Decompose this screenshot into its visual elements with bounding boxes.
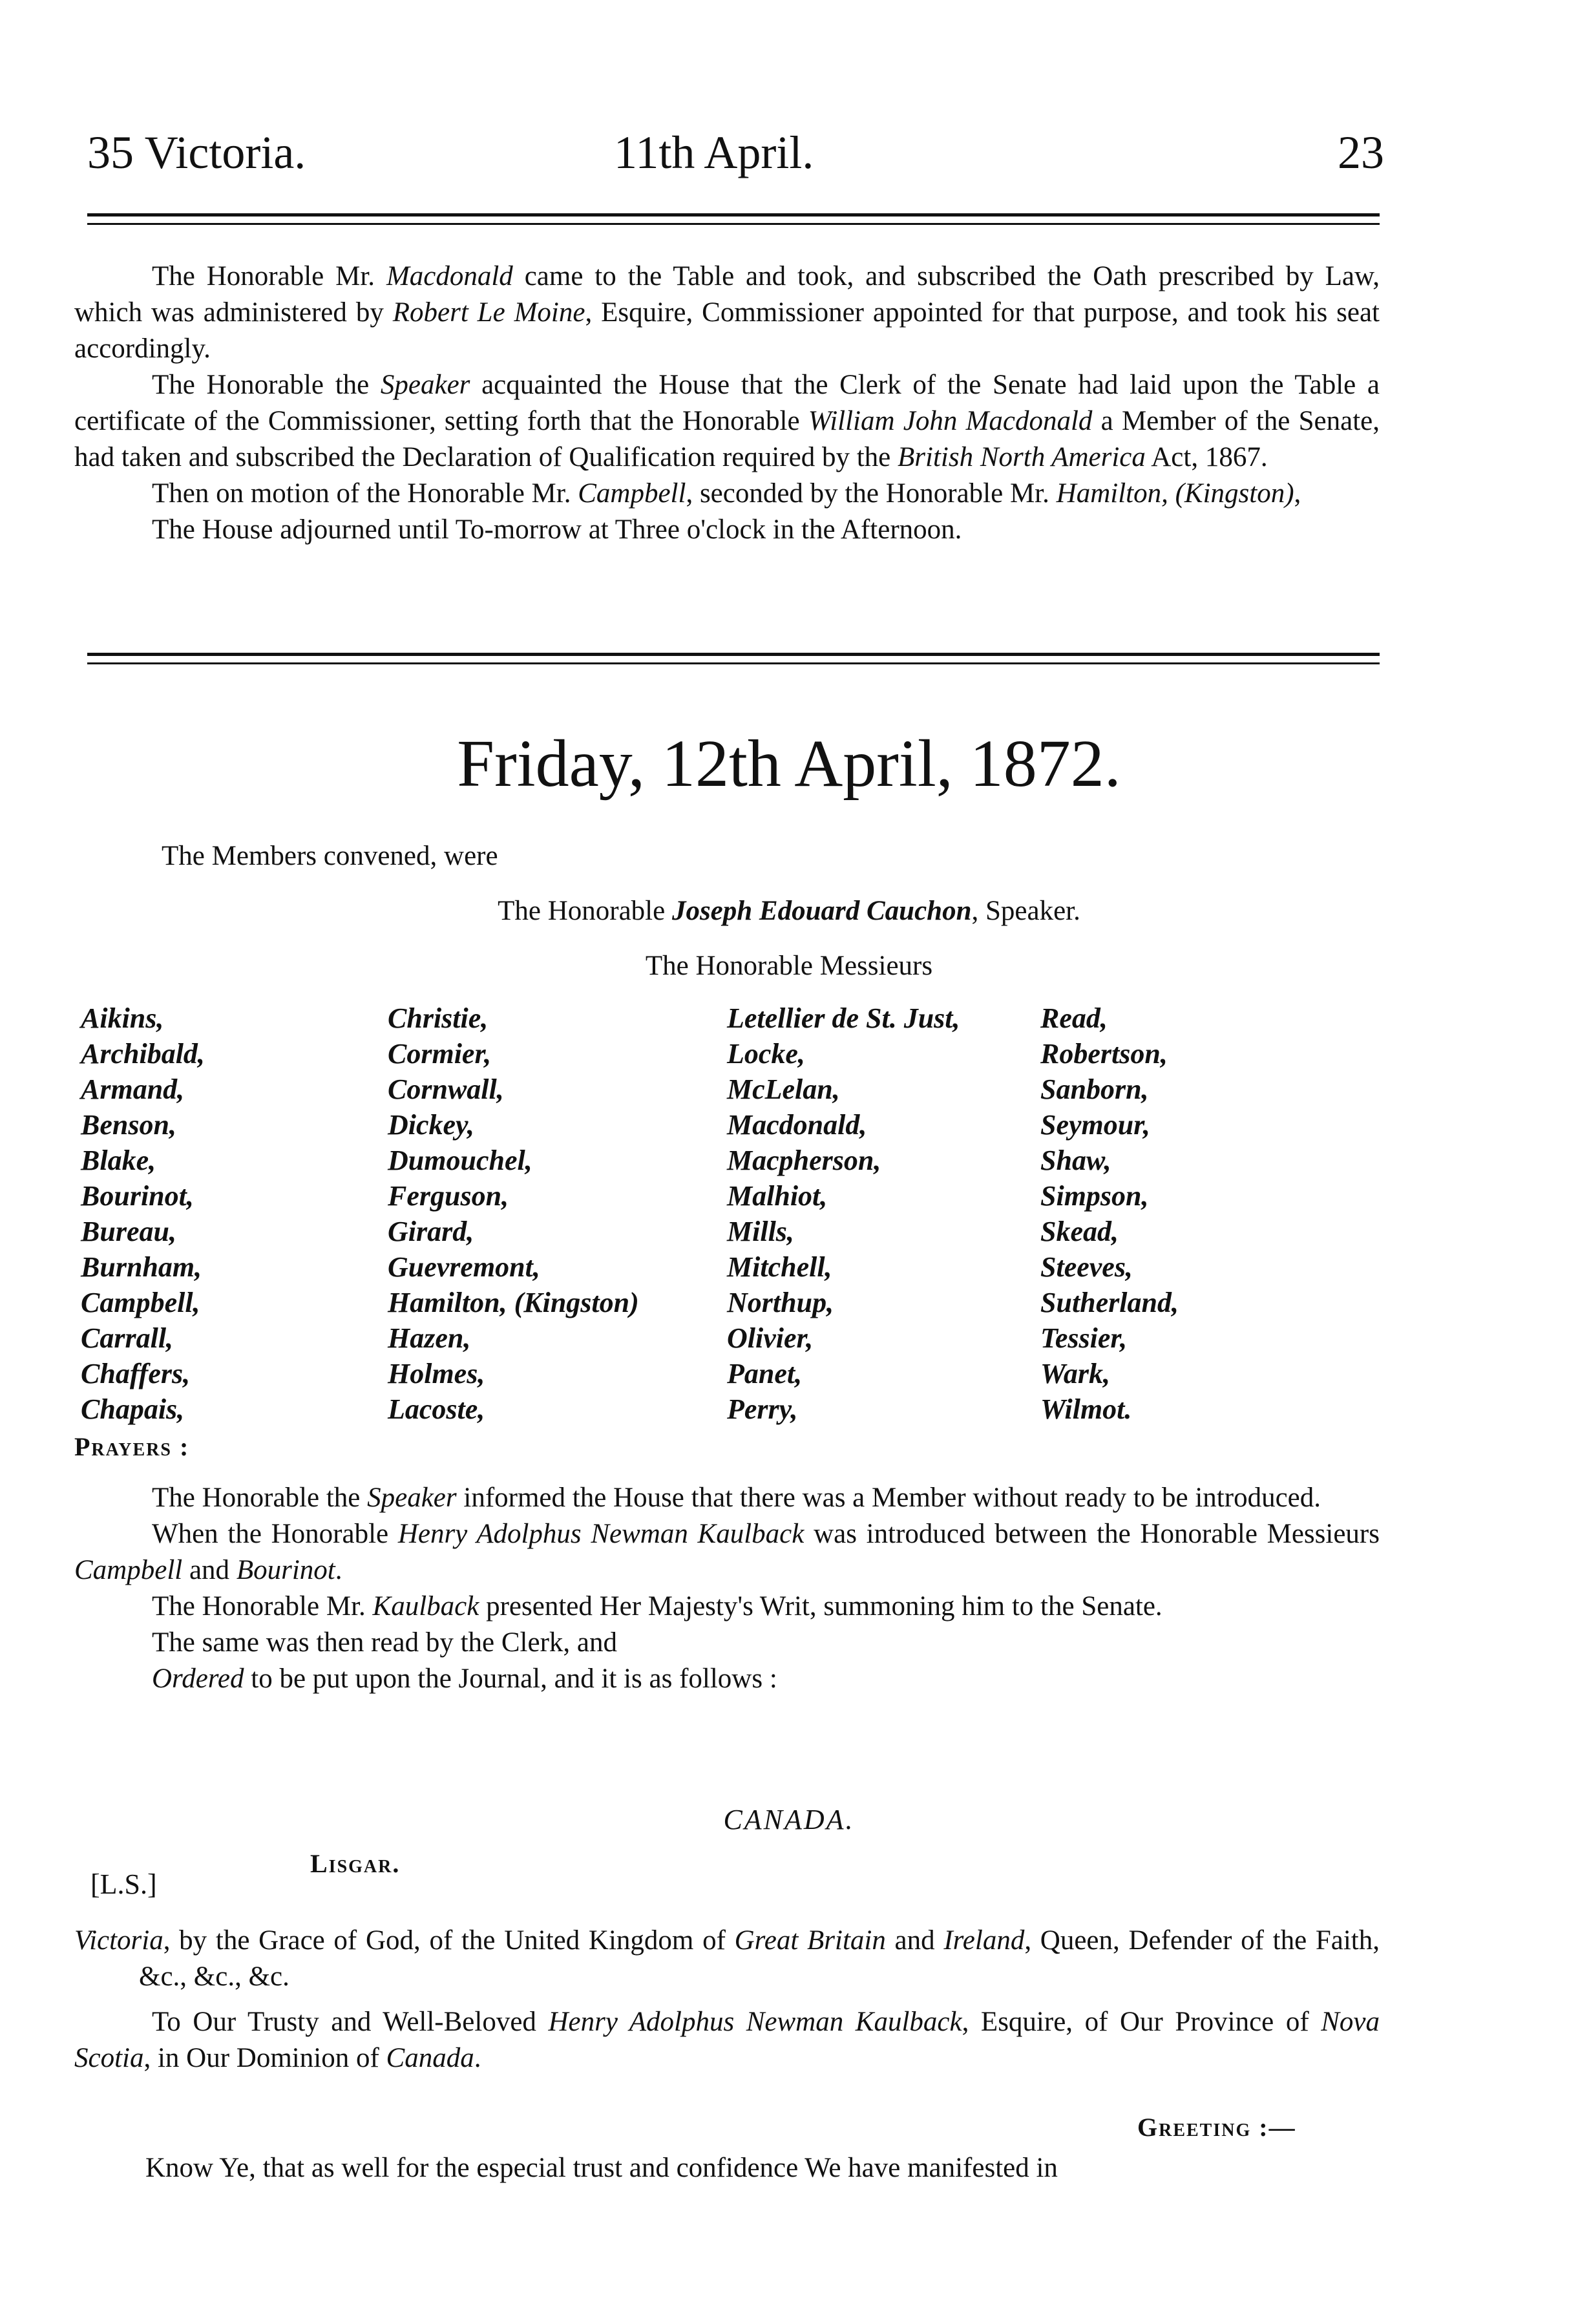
member-name: Bourinot, — [81, 1180, 194, 1212]
member-name: Skead, — [1040, 1216, 1119, 1247]
member-name: Macdonald, — [727, 1109, 867, 1141]
header-volume: 35 Victoria. — [87, 127, 306, 178]
writ-victoria: Victoria, by the Grace of God, of the United Kingdom of Great Britain and Ireland, Queen, Defender of the Faith, &c., &c., &c. — [74, 1925, 1380, 1992]
member-name: Lacoste, — [388, 1393, 485, 1425]
member-name: Wilmot. — [1040, 1393, 1132, 1425]
member-name: Christie, — [388, 1002, 489, 1034]
header-page-number: 23 — [1338, 127, 1384, 178]
member-name: Malhiot, — [727, 1180, 828, 1212]
april12-para-read: The same was then read by the Clerk, and — [152, 1627, 617, 1658]
writ-greeting: Greeting :— — [1137, 2113, 1296, 2142]
member-name: Hamilton, (Kingston) — [388, 1287, 639, 1318]
member-name: Campbell, — [81, 1287, 200, 1318]
member-name: Girard, — [388, 1216, 474, 1247]
member-name: Simpson, — [1040, 1180, 1149, 1212]
member-name: Cormier, — [388, 1038, 492, 1070]
member-name: Bureau, — [81, 1216, 176, 1247]
member-name: Chapais, — [81, 1393, 185, 1425]
member-name: Macpherson, — [727, 1145, 881, 1176]
member-name: Sanborn, — [1040, 1073, 1149, 1105]
header-rule-top — [87, 213, 1380, 217]
member-name: Robertson, — [1040, 1038, 1168, 1070]
member-name: Chaffers, — [81, 1358, 191, 1389]
members-intro: The Members convened, were — [162, 841, 498, 871]
member-column-1 — [81, 1000, 205, 1427]
member-name: Olivier, — [727, 1322, 814, 1354]
april11-proceedings — [74, 259, 1380, 548]
member-name: Dickey, — [388, 1109, 474, 1141]
member-name: Carrall, — [81, 1322, 174, 1354]
member-column-3 — [727, 1000, 960, 1427]
messieurs-heading: The Honorable Messieurs — [645, 951, 933, 981]
member-name: McLelan, — [727, 1073, 840, 1105]
april12-para-writ: The Honorable Mr. Kaulback presented Her Majesty's Writ, summoning him to the Senate. — [152, 1591, 1162, 1622]
april11-para-motion: Then on motion of the Honorable Mr. Campbell, seconded by the Honorable Mr. Hamilton, (Kingston), — [152, 478, 1301, 509]
member-name: Seymour, — [1040, 1109, 1150, 1141]
member-name: Steeves, — [1040, 1251, 1133, 1283]
member-name: Mills, — [727, 1216, 794, 1247]
april11-para-adjourned: The House adjourned until To-morrow at Three o'clock in the Afternoon. — [152, 514, 962, 545]
writ-seal: [L.S.] — [90, 1868, 157, 1900]
april12-para-member: The Honorable the Speaker informed the House that there was a Member without ready to be introduced. — [152, 1483, 1321, 1513]
april12-para-ordered: Ordered to be put upon the Journal, and it is as follows : — [152, 1664, 777, 1694]
member-name: Blake, — [81, 1145, 156, 1176]
member-name: Tessier, — [1040, 1322, 1128, 1354]
member-name: Holmes, — [388, 1358, 485, 1389]
member-name: Ferguson, — [388, 1180, 509, 1212]
member-name: Mitchell, — [727, 1251, 832, 1283]
april12-para-introduced: When the Honorable Henry Adolphus Newman Kaulback was introduced between the Honorable Messieurs Campbell and Bourinot. — [74, 1519, 1380, 1585]
writ-address: To Our Trusty and Well-Beloved Henry Adolphus Newman Kaulback, Esquire, of Our Province of Nova Scotia, in Our Dominion of Canada. — [74, 2007, 1380, 2073]
member-name: Archibald, — [81, 1038, 205, 1070]
member-name: Sutherland, — [1040, 1287, 1179, 1318]
member-name: Locke, — [727, 1038, 805, 1070]
speaker-line: The Honorable Joseph Edouard Cauchon, Speaker. — [498, 896, 1080, 926]
member-name: Hazen, — [388, 1322, 471, 1354]
writ-lisgar: Lisgar. — [310, 1849, 401, 1878]
april11-para-certificate: The Honorable the Speaker acquainted the House that the Clerk of the Senate had laid upon the Table a certificate of the Commissioner, setting forth that the Honorable William John Macdonald a Member of the Senate, had taken and subscribed the Declaration of Qualification required by the British North America Act, 1867. — [74, 370, 1380, 472]
april11-para-oath: The Honorable Mr. Macdonald came to the Table and took, and subscribed the Oath prescribed by Law, which was administered by Robert Le Moine, Esquire, Commissioner appointed for that purpose, and took his seat accordingly. — [74, 261, 1380, 364]
writ-know-ye: Know Ye, that as well for the especial trust and confidence We have manifested in — [145, 2153, 1058, 2183]
member-name: Armand, — [81, 1073, 185, 1105]
member-column-4 — [1040, 1000, 1179, 1427]
writ-canada: CANADA. — [723, 1804, 855, 1835]
member-name: Panet, — [727, 1358, 803, 1389]
member-name: Aikins, — [81, 1002, 164, 1034]
section-rule-bottom — [87, 662, 1380, 664]
member-column-2 — [388, 1000, 639, 1427]
member-name: Cornwall, — [388, 1073, 504, 1105]
day-title: Friday, 12th April, 1872. — [457, 726, 1121, 801]
member-name: Read, — [1040, 1002, 1108, 1034]
member-name: Perry, — [727, 1393, 798, 1425]
april12-proceedings — [74, 1480, 1380, 1697]
prayers-heading: Prayers : — [74, 1432, 190, 1461]
member-name: Burnham, — [81, 1251, 202, 1283]
header-date: 11th April. — [614, 127, 814, 178]
member-name: Guevremont, — [388, 1251, 540, 1283]
member-name: Northup, — [727, 1287, 834, 1318]
section-rule-top — [87, 653, 1380, 656]
member-name: Letellier de St. Just, — [727, 1002, 960, 1034]
writ-body — [74, 1923, 1380, 2076]
member-name: Dumouchel, — [388, 1145, 532, 1176]
member-name: Shaw, — [1040, 1145, 1111, 1176]
header-rule-bottom — [87, 223, 1380, 225]
member-name: Wark, — [1040, 1358, 1110, 1389]
member-name: Benson, — [81, 1109, 176, 1141]
